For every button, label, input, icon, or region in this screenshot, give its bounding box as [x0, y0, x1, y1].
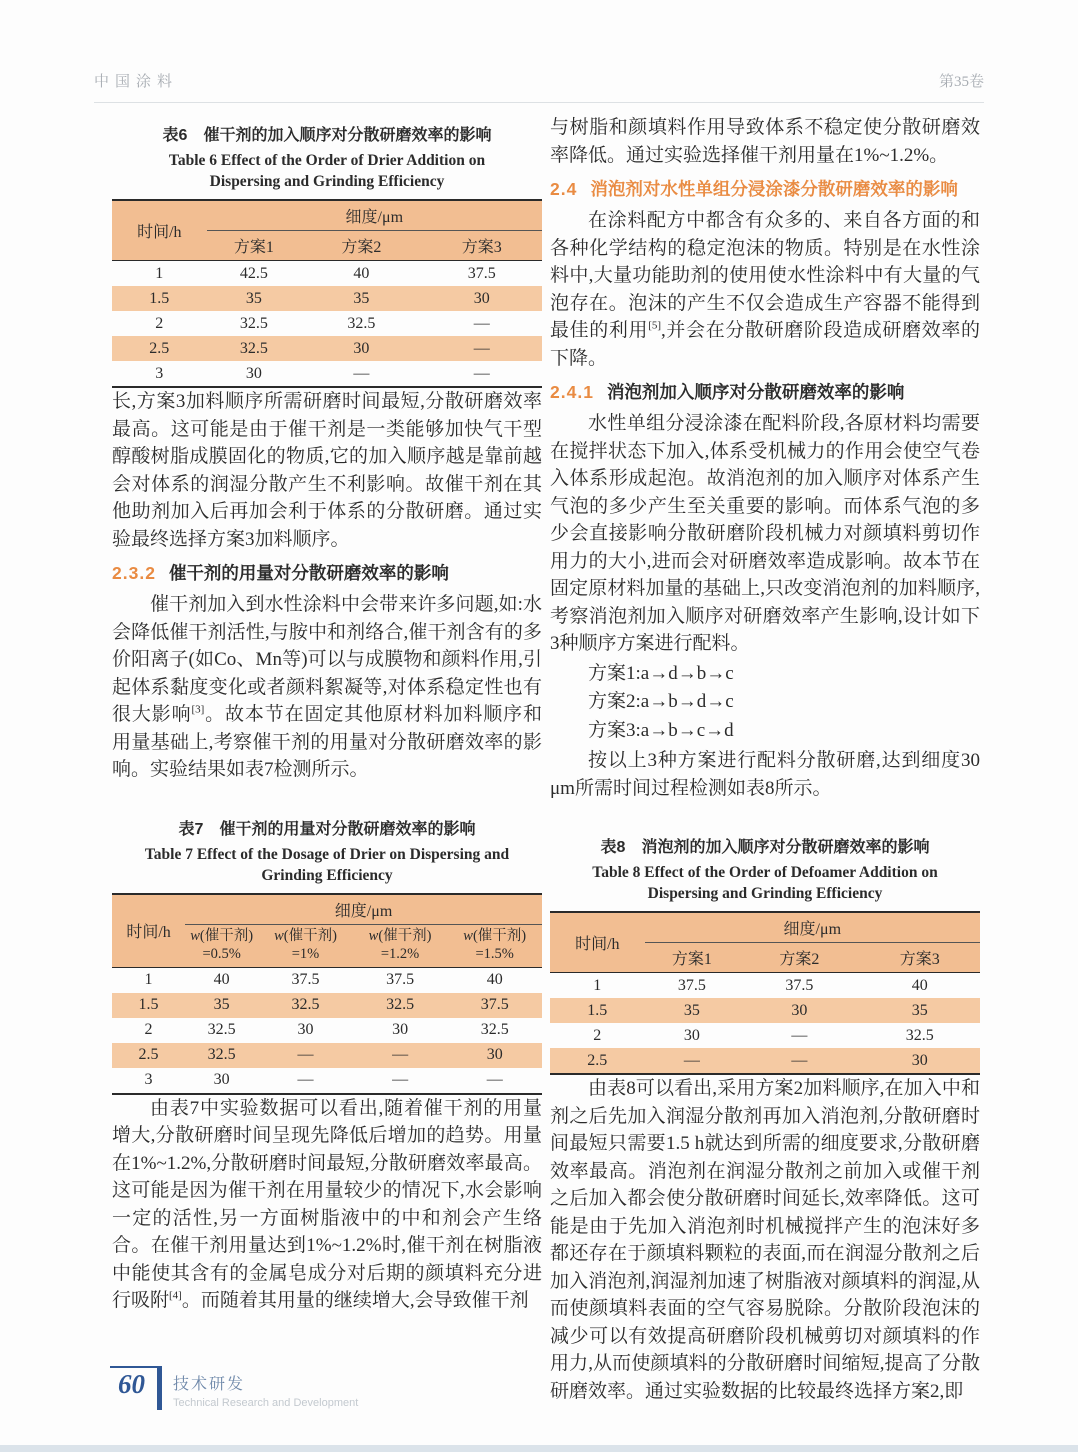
col-header-dosage1: w(催干剂) =0.5%: [190, 927, 254, 962]
cell: —: [473, 364, 490, 382]
table-row: [112, 286, 542, 311]
table6-caption: [112, 122, 542, 192]
cell: —: [353, 364, 370, 382]
cell: 30: [392, 1021, 409, 1038]
cell: 1: [112, 261, 207, 287]
cell: —: [297, 1046, 314, 1063]
paragraph-text: 。而随着其用量的继续增大,会导致催干剂: [181, 1290, 529, 1311]
col-header-fineness: 细度/μm: [207, 200, 542, 231]
cell: 30: [911, 1051, 928, 1069]
paragraph-text: 在涂料配方中都含有众多的、来自各方面的和各种化学结构的稳定泡沫的物质。特别是在水性涂料中,大量功能助剂的使用使水性涂料中有大量的气泡存在。泡沫的产生不仅会造成生产容器不能得到最佳的利用: [550, 210, 980, 341]
col-header-scheme3: 方案3: [461, 239, 502, 256]
table6: [112, 199, 542, 388]
table-row: [550, 1023, 980, 1048]
table-row: [112, 1018, 542, 1043]
cell: 40: [447, 967, 542, 993]
cell: 30: [297, 1021, 314, 1038]
col-header-scheme1: 方案1: [233, 239, 274, 256]
cell: 32.5: [239, 339, 268, 357]
table8-caption: [550, 834, 980, 904]
cell: 37.5: [353, 967, 448, 993]
section-title: 消泡剂对水性单组分浸涂漆分散研磨效率的影响: [590, 179, 958, 199]
section-title: 消泡剂加入顺序对分散研磨效率的影响: [606, 382, 905, 402]
cell: 1.5: [138, 996, 159, 1013]
table-row: [550, 973, 980, 999]
cell: 32.5: [291, 996, 320, 1013]
cell: 2: [155, 314, 164, 332]
footer-section: [173, 1366, 358, 1409]
col-header-scheme2: 方案2: [341, 239, 382, 256]
cell: 35: [353, 289, 370, 307]
col-header-scheme2: 方案2: [779, 951, 820, 968]
cell: 30: [486, 1046, 503, 1063]
paragraph: [550, 207, 980, 372]
col-header-scheme3: 方案3: [899, 951, 940, 968]
section-heading-2-4: [550, 176, 980, 201]
table-row: [112, 361, 542, 387]
table-row: [112, 336, 542, 361]
section-title: 催干剂的用量对分散研磨效率的影响: [168, 563, 449, 583]
col-header-scheme1: 方案1: [671, 951, 712, 968]
cell: —: [486, 1071, 503, 1088]
cell: 35: [683, 1001, 700, 1019]
table-row: [112, 1068, 542, 1094]
footer-section-cn: 技术研发: [173, 1376, 246, 1393]
cell: 37.5: [739, 973, 859, 999]
cell: 2.5: [138, 1046, 159, 1063]
paragraph: 水性单组分浸涂漆在配料阶段,各原材料均需要在搅拌状态下加入,体系受机械力的作用会使空气卷入体系形成起泡。故消泡剂的加入顺序对体系产生气泡的多少产生至关重要的影响。而体系气泡的多少会直接影响分散研磨阶段机械力对颜填料剪切作用力的大小,进而会对研磨效率造成影响。故本节在固定原材料加量的基础上,只改变消泡剂的加料顺序,考察消泡剂加入顺序对研磨效率产生影响,设计如下3种顺序方案进行配料。: [550, 413, 980, 654]
table8-caption-en-line2: Dispersing and Grinding Efficiency: [647, 885, 883, 902]
cell: 2: [144, 1021, 153, 1038]
running-head: [94, 70, 984, 103]
cell: 37.5: [480, 996, 509, 1013]
paragraph: 按以上3种方案进行配料分散研磨,达到细度30 μm所需时间过程检测如表8所示。: [550, 750, 980, 799]
table7-caption-en-line2: Grinding Efficiency: [261, 866, 393, 884]
col-header-fineness: 细度/μm: [645, 912, 980, 943]
col-header-fineness: 细度/μm: [185, 894, 542, 925]
journal-name: 中国涂料: [94, 74, 179, 90]
citation-ref: [5]: [648, 319, 662, 332]
paragraph-text: 催干剂加入到水性涂料中会带来许多问题,如:水会降低催干剂活性,与胺中和剂络合,催干剂含有的多价阳离子(如Co、Mn等)可以与成膜物和颜料作用,引起体系黏度变化或者颜料絮凝等,对体系稳定性也有很大影响: [112, 594, 542, 725]
table6-header: [112, 200, 542, 261]
cell: 37.5: [422, 261, 542, 287]
table8: [550, 911, 980, 1075]
cell: —: [392, 1071, 409, 1088]
table-row: [112, 311, 542, 336]
cell: 1: [112, 967, 185, 993]
volume-label: 第35卷: [938, 74, 984, 90]
table7: [112, 893, 542, 1095]
scheme-list: [550, 660, 980, 746]
col-header-time: 时间/h: [137, 224, 182, 241]
col-header-dosage4: w(催干剂) =1.5%: [463, 927, 527, 962]
cell: 35: [213, 996, 230, 1013]
cell: —: [392, 1046, 409, 1063]
scheme-line-3: 方案3:a→b→c→d: [588, 719, 734, 741]
cell: 32.5: [386, 996, 415, 1013]
paragraph: 与树脂和颜填料作用导致体系不稳定使分散研磨效率降低。通过实验选择催干剂用量在1%~1.2%。: [550, 117, 980, 166]
scheme-line-2: 方案2:a→b→d→c: [588, 691, 734, 712]
cell: 3: [144, 1071, 153, 1088]
left-column: [112, 122, 542, 1315]
table8-header: [550, 912, 980, 973]
cell: 30: [213, 1071, 230, 1088]
col-header-dosage2: w(催干剂) =1%: [274, 927, 337, 962]
table-row: [112, 261, 542, 287]
table-row: [112, 1043, 542, 1068]
paragraph: [112, 1095, 542, 1315]
table7-caption-cn: 表7 催干剂的用量对分散研磨效率的影响: [178, 820, 476, 838]
cell: 2.5: [587, 1051, 608, 1069]
cell: 35: [911, 1001, 928, 1019]
scheme-line-1: 方案1:a→d→b→c: [588, 662, 734, 684]
cell: 32.5: [905, 1026, 934, 1044]
cell: 30: [473, 289, 490, 307]
table-row: [112, 967, 542, 993]
cell: 30: [683, 1026, 700, 1044]
footer-divider-bar: [157, 1366, 162, 1410]
paragraph: [112, 591, 542, 784]
table7-header: [112, 894, 542, 968]
cell: 3: [155, 364, 164, 382]
table8-caption-en-line1: Table 8 Effect of the Order of Defoamer Addition on: [592, 864, 938, 881]
col-header-dosage3: w(催干剂) =1.2%: [368, 927, 432, 962]
page-bottom-edge: [0, 1445, 1078, 1452]
col-header-time: 时间/h: [575, 936, 620, 953]
section-heading-2-4-1: [550, 379, 980, 404]
table6-caption-cn: 表6 催干剂的加入顺序对分散研磨效率的影响: [162, 127, 492, 144]
cell: 32.5: [239, 314, 268, 332]
paragraph-text: 由表7中实验数据可以看出,随着催干剂的用量增大,分散研磨时间呈现先降低后增加的趋势。用量在1%~1.2%,分散研磨时间最短,分散研磨效率最高。这可能是因为催干剂在用量较少的情况下,水会影响一定的活性,另一方面树脂液中的中和剂会产生络合。在催干剂用量达到1%~1.2%时,催干剂在树脂液中能使其含有的金属皂成分对后期的颜填料充分进行吸附: [112, 1097, 542, 1311]
cell: —: [473, 339, 490, 357]
cell: 40: [301, 261, 421, 287]
citation-ref: [4]: [169, 1289, 182, 1302]
cell: 35: [245, 289, 262, 307]
cell: 40: [860, 973, 980, 999]
page-number: 60: [110, 1366, 157, 1402]
cell: —: [683, 1051, 700, 1069]
table6-caption-en-line2: Dispersing and Grinding Efficiency: [209, 173, 445, 190]
table7-caption: [112, 816, 542, 886]
section-number: 2.3.2: [112, 563, 156, 583]
right-column: [550, 114, 980, 1405]
cell: 30: [791, 1001, 808, 1019]
cell: 40: [185, 967, 258, 993]
section-number: 2.4: [550, 179, 578, 199]
cell: 2: [593, 1026, 602, 1044]
cell: 32.5: [480, 1021, 509, 1038]
table7-caption-en-line1: Table 7 Effect of the Dosage of Drier on Dispersing and: [144, 845, 510, 863]
paragraph-text: 。故本节在固定其他原材料加料顺序和用量基础上,考察催干剂的用量对分散研磨效率的影响。实验结果如表7检测所示。: [112, 704, 542, 780]
citation-ref: [3]: [191, 703, 205, 716]
cell: 1.5: [149, 289, 170, 307]
footer-section-en: Technical Research and Development: [173, 1397, 359, 1409]
cell: 1: [550, 973, 645, 999]
cell: 32.5: [347, 314, 376, 332]
cell: 30: [245, 364, 262, 382]
section-number: 2.4.1: [550, 382, 594, 402]
cell: 37.5: [258, 967, 353, 993]
cell: 1.5: [587, 1001, 608, 1019]
cell: 32.5: [207, 1021, 236, 1038]
table6-caption-en-line1: Table 6 Effect of the Order of Drier Addition on: [168, 152, 486, 169]
cell: —: [473, 314, 490, 332]
page-footer: [110, 1366, 358, 1410]
table8-caption-cn: 表8 消泡剂的加入顺序对分散研磨效率的影响: [600, 839, 930, 856]
paragraph: 由表8可以看出,采用方案2加料顺序,在加入中和剂之后先加入润湿分散剂再加入消泡剂,分散研磨时间最短只需要1.5 h就达到所需的细度要求,分散研磨效率最高。消泡剂在润湿分散剂之前加入或催干剂之后加入都会使分散研磨时间延长,效率降低。这可能是由于先加入消泡剂时机械搅拌产生的泡沫好多都还存在于颜填料颗粒的表面,而在润湿分散剂之后加入消泡剂,润湿剂加速了树脂液对颜填料的润湿,从而使颜填料表面的空气容易脱除。分散阶段泡沫的减少可以有效提高研磨阶段机械剪切对颜填料的作用力,从而使颜填料的分散研磨时间缩短,提高了分散研磨效率。通过实验数据的比较最终选择方案2,即: [550, 1078, 980, 1402]
paragraph-text: ,并会在分散研磨阶段造成研磨效率的下降。: [550, 320, 980, 369]
paragraph: 长,方案3加料顺序所需研磨时间最短,分散研磨效率最高。这可能是由于催干剂是一类能够加快气干型醇酸树脂成膜固化的物质,它的加入顺序越是靠前越会对体系的润湿分散产生不利影响。故催干剂在其他助剂加入后再加会利于体系的分散研磨。通过实验最终选择方案3加料顺序。: [112, 391, 542, 550]
cell: 30: [353, 339, 370, 357]
cell: 42.5: [207, 261, 302, 287]
cell: 32.5: [207, 1046, 236, 1063]
cell: —: [791, 1026, 808, 1044]
cell: —: [791, 1051, 808, 1069]
table-row: [112, 993, 542, 1018]
cell: 37.5: [645, 973, 740, 999]
section-heading-2-3-2: [112, 560, 542, 585]
col-header-time: 时间/h: [126, 924, 171, 941]
cell: —: [297, 1071, 314, 1088]
table-row: [550, 998, 980, 1023]
cell: 2.5: [149, 339, 170, 357]
table-row: [550, 1048, 980, 1074]
